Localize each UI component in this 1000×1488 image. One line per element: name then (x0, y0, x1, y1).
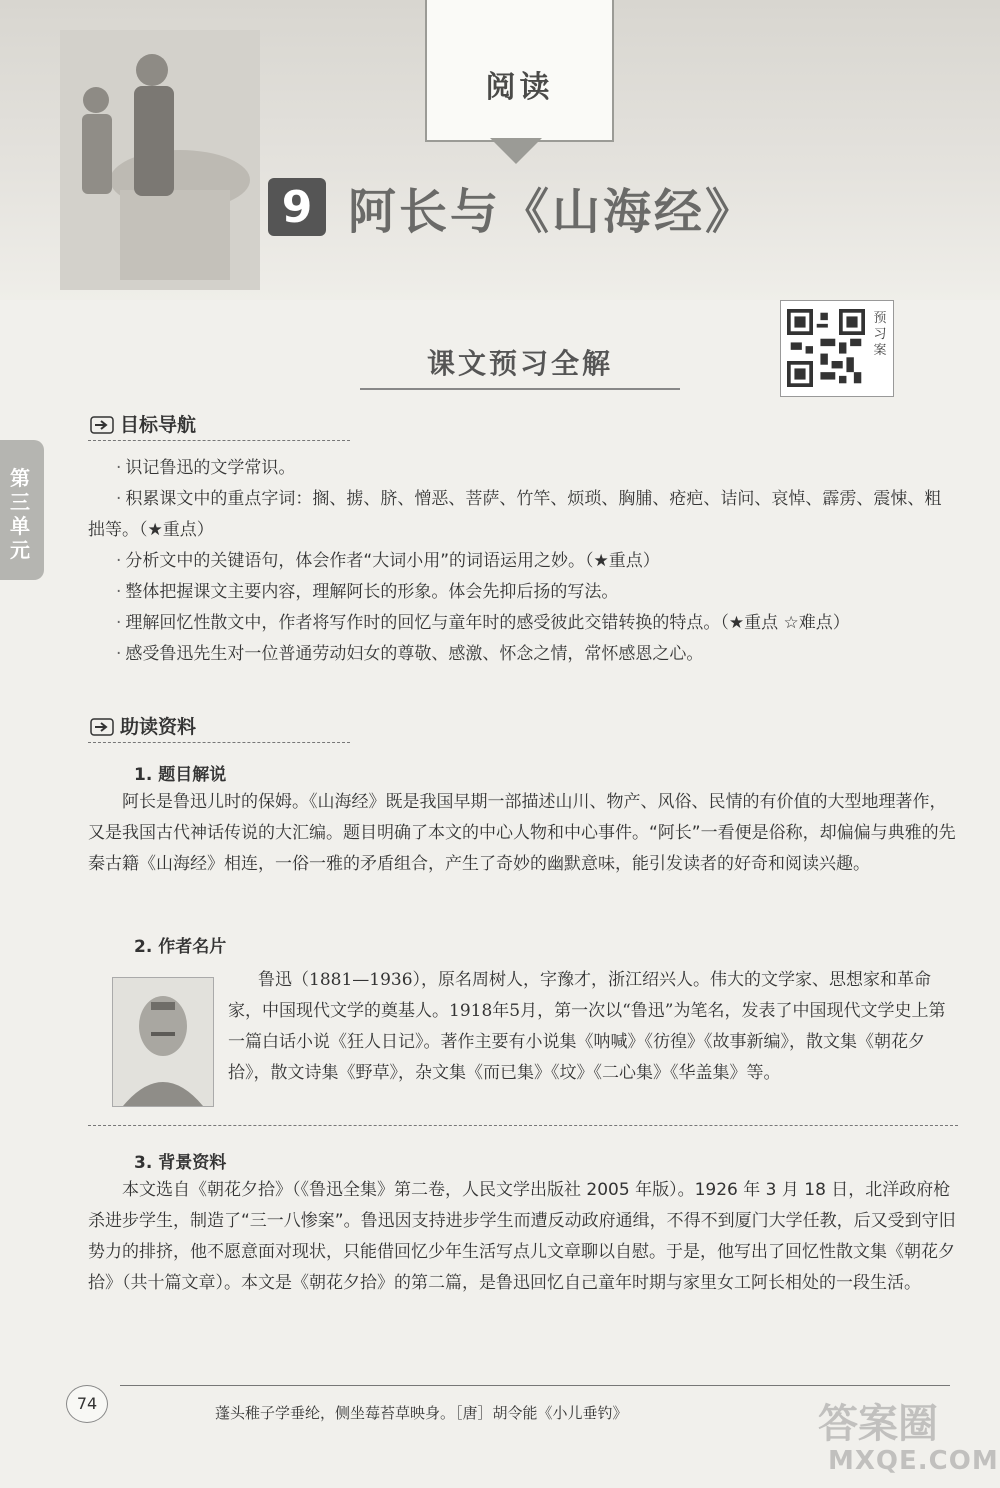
arrow-right-icon (90, 416, 114, 434)
qr-code-icon (787, 307, 865, 389)
reading-header (88, 712, 350, 743)
list-item: · 感受鲁迅先生对一位普通劳动妇女的尊敬、感激、怀念之情，常怀感恩之心。 (116, 644, 704, 664)
arrow-right-icon (90, 718, 114, 736)
author-card (88, 965, 958, 1126)
goals-header (88, 410, 350, 441)
unit-side-tab-label: 第三单元 (10, 466, 30, 562)
list-item: · 积累课文中的重点字词：搁、掳、脐、憎恶、菩萨、竹竿、烦琐、胸脯、疮疤、诘问、哀悼、霹雳、震悚、粗拙等。（★重点） (88, 489, 942, 540)
author-bio: 鲁迅（1881—1936），原名周树人，字豫才，浙江绍兴人。伟大的文学家、思想家和革命家，中国现代文学的奠基人。1918年5月，第一次以“鲁迅”为笔名，发表了中国现代文学史上第一篇白话小说《狂人日记》。著作主要有小说集《呐喊》《彷徨》《故事新编》，散文集《朝花夕拾》，散文诗集《野草》，杂文集《而已集》《坟》《二心集》《华盖集》等。 (228, 970, 946, 1083)
chevron-down-icon (490, 138, 542, 164)
watermark-url: MXQE.COM (828, 1446, 999, 1476)
lesson-number-badge: 9 (268, 178, 326, 236)
qr-code-box[interactable] (780, 300, 894, 397)
lesson-title: 阿长与《山海经》 (348, 183, 757, 240)
header-illustration-area (0, 0, 1000, 300)
lesson-title-row (268, 172, 756, 242)
footer-divider (120, 1385, 950, 1386)
goals-title: 目标导航 (120, 414, 197, 436)
watermark-text: 答案圈 (818, 1401, 938, 1447)
section-title-wrap (360, 338, 680, 390)
unit-side-tab (0, 440, 44, 580)
section-heading-author: 2. 作者名片 (134, 937, 227, 957)
footer-quote: 蓬头稚子学垂纶，侧坐莓苔草映身。［唐］胡令能《小儿垂钓》 (215, 1404, 628, 1422)
qr-label: 预习案 (873, 311, 887, 358)
goals-list (88, 453, 958, 670)
section-heading-background: 3. 背景资料 (134, 1153, 227, 1173)
reading-tab-badge (425, 0, 614, 142)
author-portrait-image (112, 977, 214, 1107)
page-number: 74 (66, 1385, 108, 1423)
section-heading-title: 1. 题目解说 (134, 765, 227, 785)
paragraph-title-explanation: 阿长是鲁迅儿时的保姆。《山海经》既是我国早期一部描述山川、物产、风俗、民情的有价值的大型地理著作，又是我国古代神话传说的大汇编。题目明确了本文的中心人物和中心事件。“阿长”一看便是俗称，却偏偏与典雅的先秦古籍《山海经》相连，一俗一雅的矛盾组合，产生了奇妙的幽默意味，能引发读者的好奇和阅读兴趣。 (88, 792, 956, 874)
list-item: · 整体把握课文主要内容，理解阿长的形象。体会先抑后扬的写法。 (116, 582, 619, 602)
reading-title: 助读资料 (120, 716, 197, 738)
paragraph-background: 本文选自《朝花夕拾》（《鲁迅全集》第二卷，人民文学出版社 2005 年版）。1926 年 3 月 18 日，北洋政府枪杀进步学生，制造了“三一八惨案”。鲁迅因支持进步学生而遭反动政府通缉，不得不到厦门大学任教，后又受到守旧势力的排挤，他不愿意面对现状，只能借回忆少年生活写点儿文章聊以自慰。于是，他写出了回忆性散文集《朝花夕拾》（共十篇文章）。本文是《朝花夕拾》的第二篇，是鲁迅回忆自己童年时期与家里女工阿长相处的一段生活。 (88, 1180, 956, 1293)
list-item: · 分析文中的关键语句，体会作者“大词小用”的词语运用之妙。（★重点） (116, 551, 660, 571)
watermark-logo (818, 1392, 999, 1482)
list-item: · 理解回忆性散文中，作者将写作时的回忆与童年时的感受彼此交错转换的特点。（★重点 ☆难点） (116, 613, 850, 633)
tab-label: 阅读 (485, 70, 554, 105)
section-title: 课文预习全解 (426, 347, 613, 380)
illustration-image (60, 30, 260, 290)
list-item: · 识记鲁迅的文学常识。 (116, 458, 296, 478)
